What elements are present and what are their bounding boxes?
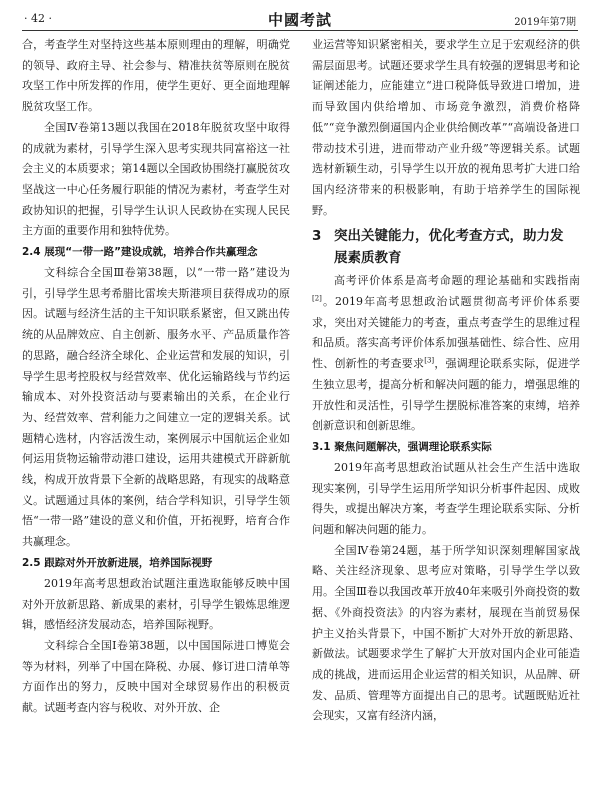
section-heading-3-1: 3.1 聚焦问题解决，强调理论联系实际 — [312, 440, 492, 453]
paragraph-belt-and-road: 文科综合全国Ⅲ卷第38题，以“一带一路”建设为引，引导学生思考希腊比雷埃夫斯港项目获得成功的原因。试题与经济生活的主干知识联系紧密，但又跳出传统的从品牌效应、自主创新、服务水平、产品质量作答的思路，融合经济全球化、企业运营和发展的知识，引导学生思考控股权与经营效率、优化运输路线与节约运输成本、对外投资活动与要素输出的关系，在企业行为、经营效率、营利能力之间建立一定的逻辑关系。试题精心选材，内容活泼生动，案例展示中国航运企业如何运用货物运输带动港口建设，运用共建模式开辟新航线，构成开放背景下全新的战略思路，有现实的战略意义。试题通过具体的案例，结合学科知识，引导学生领悟“一带一路”建设的意义和价值，开拓视野，培育合作共赢理念。 — [22, 266, 290, 549]
paragraph-continued: 合，考查学生对坚持这些基本原则理由的理解，明确党的领导、政府主导、社会参与、精准扶贫等原则在脱贫攻坚工作中所发挥的作用，使学生更好、更全面地理解脱贫攻坚工作。 — [22, 38, 290, 114]
section-heading-3 — [312, 225, 580, 269]
citation-ref: [2] — [312, 294, 322, 303]
paragraph-evaluation-system — [312, 271, 580, 437]
page-number: · 42 · — [24, 12, 52, 25]
page-header — [22, 8, 578, 31]
paragraph-national-paper-iv: 全国Ⅳ卷第13题以我国在2018年脱贫攻坚中取得的成就为素材，引导学生深入思考实现共同富裕这一社会主义的本质要求；第14题以全国政协围绕打赢脱贫攻坚战这一中心任务履行职能的情况为素材，考查学生对政协知识的把握，引导学生认识人民政协在实现人民民主方面的重要作用和独特优势。 — [22, 120, 290, 238]
right-column — [312, 35, 580, 727]
journal-title: 中國考試 — [267, 11, 332, 29]
text-part: 。2019年高考思想政治试题贯彻高考评价体系要求，突出对关键能力的考查，重点考查学生的思维过程和品质。落实高考评价体系加强基础性、综合性、应用性、创新性的考查要求 — [312, 295, 580, 371]
section-number: 3 — [312, 228, 322, 245]
section-heading-2-4: 2.4 展现“一带一路”建设成就，培养合作共赢理念 — [22, 246, 258, 259]
left-column — [22, 35, 290, 719]
paragraph-problem-solving: 2019年高考思想政治试题从社会生产生活中选取现实案例，引导学生运用所学知识分析事件起因、成败得失，或提出解决方案，考查学生理论联系实际、分析问题和解决问题的能力。 — [312, 460, 580, 537]
paragraph-continued-right: 业运营等知识紧密相关，要求学生立足于宏观经济的供需层面思考。试题还要求学生具有较强的逻辑思考和论证阐述能力，应能建立“进口税降低导致进口增加，进而导致国内供给增加、市场竞争激烈，消费价格降低”“竞争激烈倒逼国内企业供给侧改革”“高端设备进口带动技术引进，进而带动产业升级”等逻辑关系。试题选材新颖生动，引导学生以开放的视角思考扩大进口给国内经济带来的积极影响，有助于培养学生的国际视野。 — [312, 38, 580, 217]
issue-number: 2019年第7期 — [514, 17, 576, 28]
citation-ref: [3] — [424, 356, 435, 365]
text-part: 高考评价体系是高考命题的理论基础和实践指南 — [334, 274, 580, 288]
section-title-line-1: 突出关键能力，优化考查方式，助力发 — [334, 228, 564, 245]
section-title-line-2: 展素质教育 — [334, 250, 402, 267]
text-part: ，强调理论联系实际，促进学生独立思考，提高分析和解决问题的能力，增强思维的开放性和灵活性，引导学生摆脱标准答案的束缚，培养创新意识和创新思维。 — [312, 357, 581, 433]
section-heading-2-5: 2.5 跟踪对外开放新进展，培养国际视野 — [22, 556, 213, 569]
paragraph-opening-up: 2019年高考思想政治试题注重选取能够反映中国对外开放新思路、新成果的素材，引导学生锻炼思维逻辑，感悟经济发展动态，培养国际视野。 — [22, 576, 290, 632]
paragraph-foreign-investment: 全国Ⅳ卷第24题，基于所学知识深刻理解国家战略、关注经济现象、思考应对策略，引导学生学以致用。全国Ⅲ卷以我国改革开放40年来吸引外商投资的数据、《外商投资法》的内容为素材，展现在当前贸易保护主义抬头背景下，中国不断扩大对外开放的新思路、新做法。试题要求学生了解扩大开放对国内企业可能造成的挑战，进而运用企业运营的相关知识，从品牌、研发、品质、管理等方面提出自己的思考。试题既贴近社会现实，又富有经济内涵， — [312, 543, 580, 723]
paragraph-import-expo: 文科综合全国Ⅰ卷第38题，以中国国际进口博览会等为材料，列举了中国在降税、办展、修订进口清单等方面作出的努力，反映中国对全球贸易作出的积极贡献。试题考查内容与税收、对外开放、企 — [22, 638, 290, 715]
